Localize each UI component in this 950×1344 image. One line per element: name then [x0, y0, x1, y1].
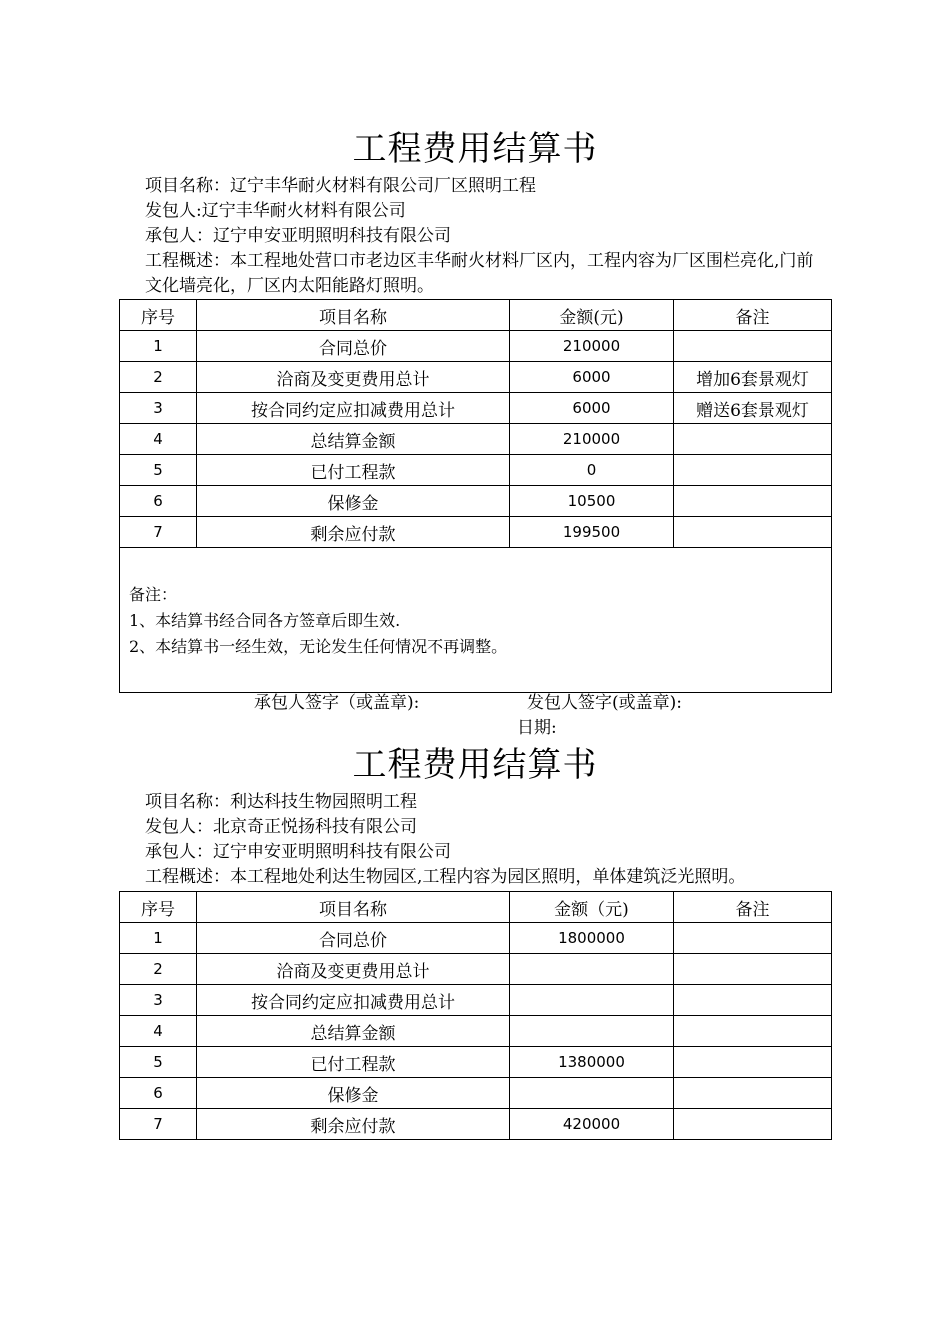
- table-row: [120, 923, 832, 954]
- row-item: 洽商及变更费用总计: [197, 954, 510, 985]
- table-row: [120, 1047, 832, 1078]
- row-remark: [674, 331, 832, 362]
- settlement-table: [119, 299, 832, 693]
- notes-heading: 备注：: [129, 585, 178, 604]
- header-remark: 备注: [674, 300, 832, 331]
- row-item: 总结算金额: [197, 424, 510, 455]
- table-row: [120, 985, 832, 1016]
- row-item: 按合同约定应扣减费用总计: [197, 393, 510, 424]
- row-amount: 1800000: [510, 923, 674, 954]
- row-item: 已付工程款: [197, 455, 510, 486]
- row-index: 5: [120, 1047, 197, 1078]
- project-name: 项目名称：利达科技生物园照明工程: [145, 792, 417, 812]
- row-index: 4: [120, 424, 197, 455]
- row-amount: 6000: [510, 393, 674, 424]
- row-amount: [510, 954, 674, 985]
- header-item: 项目名称: [197, 892, 510, 923]
- row-remark: [674, 517, 832, 548]
- row-remark: [674, 424, 832, 455]
- table-row: [120, 331, 832, 362]
- table-row: [120, 486, 832, 517]
- row-item: 保修金: [197, 1078, 510, 1109]
- project-name: 项目名称：辽宁丰华耐火材料有限公司厂区照明工程: [145, 176, 536, 196]
- contractor: 承包人：辽宁申安亚明照明科技有限公司: [145, 226, 451, 246]
- row-item: 已付工程款: [197, 1047, 510, 1078]
- settlement-table: [119, 891, 832, 1140]
- note-item: 2、本结算书一经生效，无论发生任何情况不再调整。: [129, 637, 508, 656]
- header-amount: 金额（元): [510, 892, 674, 923]
- table-row: [120, 517, 832, 548]
- row-amount: 210000: [510, 424, 674, 455]
- row-index: 1: [120, 331, 197, 362]
- row-remark: 增加6套景观灯: [674, 362, 832, 393]
- project-info: [145, 174, 825, 299]
- row-remark: [674, 1078, 832, 1109]
- row-amount: 1380000: [510, 1047, 674, 1078]
- project-overview: 工程概述：本工程地处利达生物园区,工程内容为园区照明，单体建筑泛光照明。: [145, 867, 746, 887]
- row-index: 7: [120, 517, 197, 548]
- row-amount: [510, 985, 674, 1016]
- row-item: 剩余应付款: [197, 517, 510, 548]
- row-index: 7: [120, 1109, 197, 1140]
- row-remark: [674, 486, 832, 517]
- row-remark: [674, 923, 832, 954]
- notes-cell: [120, 548, 832, 693]
- row-amount: [510, 1016, 674, 1047]
- project-info: [145, 790, 825, 890]
- row-remark: [674, 1047, 832, 1078]
- row-remark: [674, 1109, 832, 1140]
- row-amount: 210000: [510, 331, 674, 362]
- project-overview: 工程概述：本工程地处营口市老边区丰华耐火材料厂区内，工程内容为厂区围栏亮化,门前文化墙亮化，厂区内太阳能路灯照明。: [145, 251, 814, 296]
- header-item: 项目名称: [197, 300, 510, 331]
- row-amount: 6000: [510, 362, 674, 393]
- employer-signature-label: 发包人签字(或盖章):: [527, 693, 682, 713]
- row-index: 2: [120, 362, 197, 393]
- row-amount: 10500: [510, 486, 674, 517]
- date-label: 日期:: [517, 718, 557, 738]
- row-item: 剩余应付款: [197, 1109, 510, 1140]
- table-header-row: [120, 892, 832, 923]
- row-index: 5: [120, 455, 197, 486]
- employer: 发包人：北京奇正悦扬科技有限公司: [145, 817, 417, 837]
- contractor-signature-label: 承包人签字（或盖章):: [254, 693, 420, 713]
- row-remark: [674, 455, 832, 486]
- header-amount: 金额(元): [510, 300, 674, 331]
- table-row: [120, 1078, 832, 1109]
- row-item: 按合同约定应扣减费用总计: [197, 985, 510, 1016]
- document-title: 工程费用结算书: [352, 745, 598, 785]
- document-title: 工程费用结算书: [352, 129, 598, 169]
- table-row: [120, 362, 832, 393]
- row-index: 6: [120, 486, 197, 517]
- table-row: [120, 424, 832, 455]
- row-index: 6: [120, 1078, 197, 1109]
- row-index: 2: [120, 954, 197, 985]
- row-item: 合同总价: [197, 331, 510, 362]
- row-index: 3: [120, 985, 197, 1016]
- row-remark: [674, 985, 832, 1016]
- table-row: [120, 455, 832, 486]
- row-remark: 赠送6套景观灯: [674, 393, 832, 424]
- row-item: 总结算金额: [197, 1016, 510, 1047]
- table-row: [120, 393, 832, 424]
- table-row: [120, 954, 832, 985]
- table-header-row: [120, 300, 832, 331]
- row-amount: 420000: [510, 1109, 674, 1140]
- row-amount: 0: [510, 455, 674, 486]
- row-index: 4: [120, 1016, 197, 1047]
- row-item: 合同总价: [197, 923, 510, 954]
- header-remark: 备注: [674, 892, 832, 923]
- row-index: 3: [120, 393, 197, 424]
- contractor: 承包人：辽宁申安亚明照明科技有限公司: [145, 842, 451, 862]
- employer: 发包人:辽宁丰华耐火材料有限公司: [145, 201, 406, 221]
- header-index: 序号: [120, 300, 197, 331]
- table-row: [120, 1016, 832, 1047]
- row-amount: [510, 1078, 674, 1109]
- row-remark: [674, 1016, 832, 1047]
- row-amount: 199500: [510, 517, 674, 548]
- header-index: 序号: [120, 892, 197, 923]
- row-index: 1: [120, 923, 197, 954]
- notes-row: [120, 548, 832, 693]
- row-remark: [674, 954, 832, 985]
- note-item: 1、本结算书经合同各方签章后即生效.: [129, 611, 401, 630]
- row-item: 洽商及变更费用总计: [197, 362, 510, 393]
- row-item: 保修金: [197, 486, 510, 517]
- table-row: [120, 1109, 832, 1140]
